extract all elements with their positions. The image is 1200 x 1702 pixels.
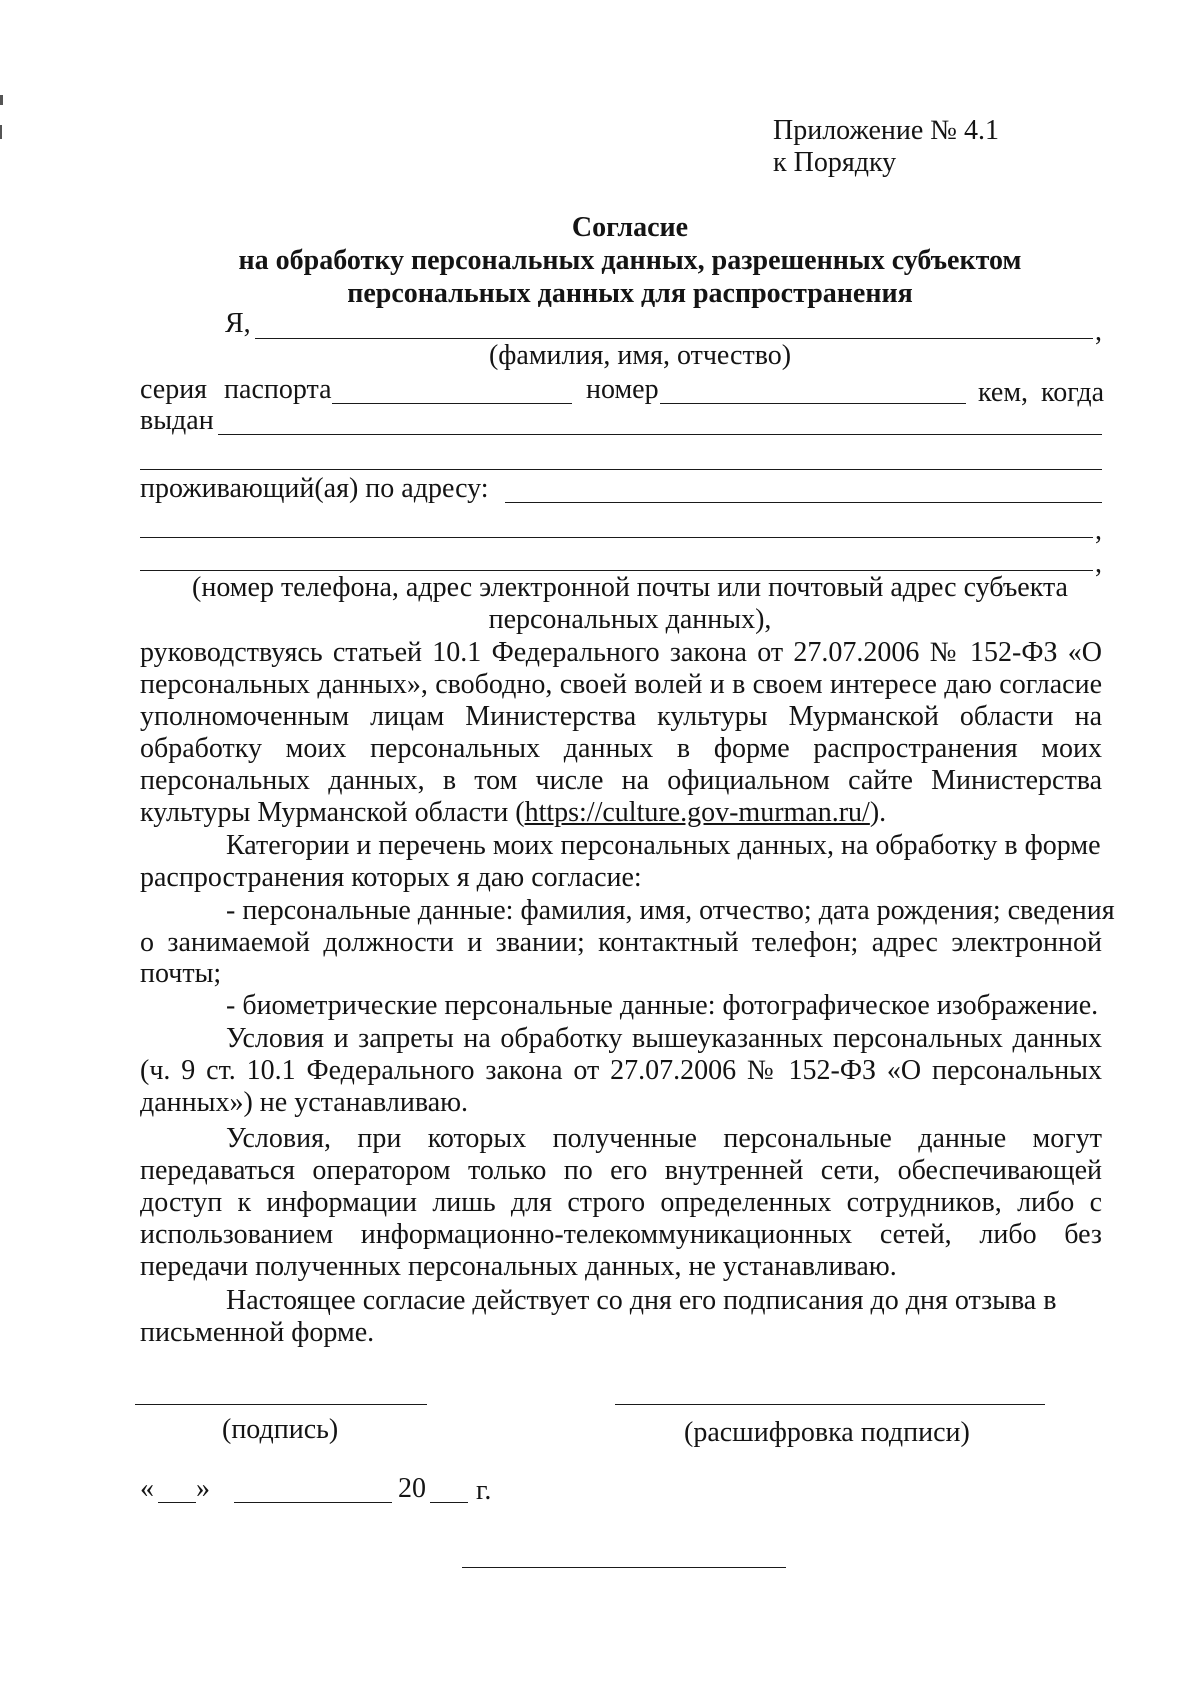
- date-year-prefix: 20: [398, 1473, 426, 1504]
- date-year-field[interactable]: [430, 1502, 468, 1503]
- signature-caption: (подпись): [222, 1414, 339, 1445]
- paragraph-6-line: передачи полученных персональных данных, не устанавливаю.: [140, 1251, 897, 1282]
- scan-edge-mark: [0, 125, 2, 139]
- line-comma: ,: [1095, 548, 1102, 579]
- i-label: Я,: [225, 308, 251, 339]
- paragraph-1-text: культуры Мурманской области (: [140, 797, 525, 828]
- contact-field[interactable]: [140, 570, 1093, 571]
- paragraph-7-line: письменной форме.: [140, 1317, 375, 1348]
- issued-by-field-continued[interactable]: [140, 469, 1102, 470]
- passport-number-field[interactable]: [660, 403, 966, 404]
- issued-label: выдан: [140, 405, 214, 436]
- paragraph-6-line: доступ к информации лишь для строго определенных сотрудников, либо с: [140, 1187, 1102, 1218]
- line-comma: ,: [1095, 515, 1102, 546]
- appendix-number: Приложение № 4.1: [773, 115, 999, 146]
- paragraph-4: - биометрические персональные данные: фотографическое изображение.: [226, 990, 1099, 1021]
- paragraph-1-line: руководствуясь статьей 10.1 Федерального закона от 27.07.2006 № 152-ФЗ «О: [140, 637, 1102, 668]
- date-day-field[interactable]: [158, 1502, 196, 1503]
- issued-by-field[interactable]: [218, 434, 1102, 435]
- line-comma: ,: [1095, 316, 1102, 347]
- paragraph-3-line: - персональные данные: фамилия, имя, отчество; дата рождения; сведения: [226, 895, 1115, 926]
- scan-edge-mark: [0, 95, 3, 105]
- address-field[interactable]: [505, 502, 1102, 503]
- date-close-quote: »: [196, 1473, 210, 1504]
- paragraph-3-line: о занимаемой должности и звании; контактный телефон; адрес электронной: [140, 927, 1102, 958]
- date-year-suffix: г.: [476, 1475, 492, 1506]
- paragraph-1-last-line: [140, 797, 886, 829]
- paragraph-6-line: Условия, при которых полученные персональные данные могут: [226, 1123, 1102, 1154]
- paragraph-1-text-end: ).: [869, 797, 887, 828]
- full-name-field[interactable]: [255, 338, 1093, 339]
- passport-series-label: серия паспорта: [140, 374, 332, 405]
- issued-by-when-label: кем, когда: [978, 377, 1104, 408]
- paragraph-6-line: использованием информационно-телекоммуникационных сетей, либо без: [140, 1219, 1102, 1250]
- appendix-reference: к Порядку: [773, 147, 897, 178]
- document-subtitle-line-2: персональных данных для распространения: [347, 278, 913, 309]
- paragraph-6-line: передаваться оператором только по его внутренней сети, обеспечивающей: [140, 1155, 1102, 1186]
- paragraph-5-line: (ч. 9 ст. 10.1 Федерального закона от 27.07.2006 № 152-ФЗ «О персональных: [140, 1055, 1102, 1086]
- paragraph-3-line: почты;: [140, 958, 222, 989]
- signature-decoding-field[interactable]: [615, 1404, 1045, 1405]
- ministry-website-link[interactable]: https://culture.gov-murman.ru/: [524, 797, 870, 828]
- paragraph-1-line: обработку моих персональных данных в форме распространения моих: [140, 733, 1102, 764]
- signature-field[interactable]: [135, 1404, 427, 1405]
- paragraph-1-line: персональных данных, в том числе на официальном сайте Министерства: [140, 765, 1102, 796]
- contact-caption-line-2: персональных данных),: [488, 604, 772, 635]
- paragraph-5-line: Условия и запреты на обработку вышеуказанных персональных данных: [226, 1023, 1102, 1054]
- paragraph-2-line: распространения которых я даю согласие:: [140, 862, 642, 893]
- document-subtitle-line-1: на обработку персональных данных, разрешенных субъектом: [238, 245, 1022, 276]
- bottom-separator-line: [462, 1567, 786, 1568]
- paragraph-2-line: Категории и перечень моих персональных данных, на обработку в форме: [226, 830, 1101, 861]
- address-label: проживающий(ая) по адресу:: [140, 473, 489, 504]
- date-month-field[interactable]: [234, 1502, 392, 1503]
- paragraph-1-line: уполномоченным лицам Министерства культуры Мурманской области на: [140, 701, 1102, 732]
- full-name-caption: (фамилия, имя, отчество): [488, 340, 792, 371]
- document-title: Согласие: [571, 212, 689, 243]
- signature-decoding-caption: (расшифровка подписи): [684, 1417, 970, 1448]
- paragraph-5-line: данных») не устанавливаю.: [140, 1087, 469, 1118]
- contact-caption-line-1: (номер телефона, адрес электронной почты или почтовый адрес субъекта: [192, 572, 1068, 603]
- passport-series-field[interactable]: [332, 403, 572, 404]
- paragraph-7-line: Настоящее согласие действует со дня его подписания до дня отзыва в: [226, 1285, 1057, 1316]
- address-field-continued[interactable]: [140, 537, 1093, 538]
- date-open-quote: «: [140, 1473, 154, 1504]
- passport-number-label: номер: [586, 374, 659, 405]
- paragraph-1-line: персональных данных», свободно, своей волей и в своем интересе даю согласие: [140, 669, 1102, 700]
